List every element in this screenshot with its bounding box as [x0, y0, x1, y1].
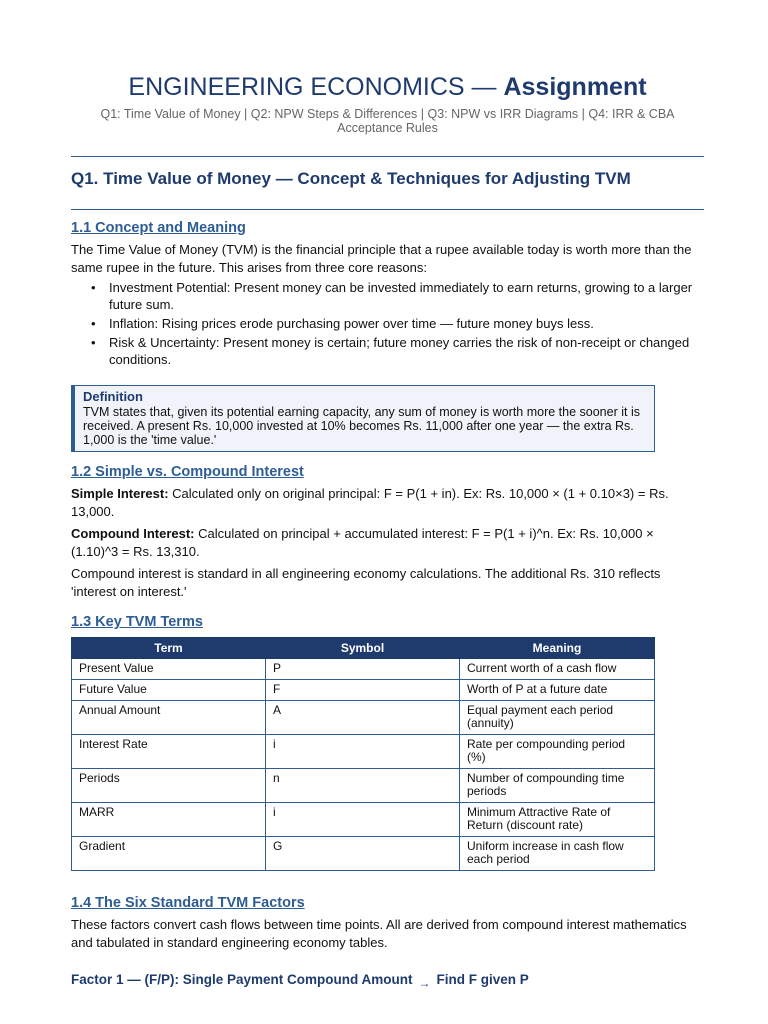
simple-interest-label: Simple Interest:	[71, 486, 169, 501]
table-cell: Equal payment each period (annuity)	[460, 701, 655, 735]
section-1-4-heading: 1.4 The Six Standard TVM Factors	[71, 895, 305, 911]
document-title	[71, 72, 704, 102]
compound-interest-paragraph	[71, 525, 704, 561]
divider-q1	[71, 209, 704, 210]
table-row	[72, 680, 655, 701]
list-item: • Investment Potential: Present money can be invested immediately to earn returns, growing to a larger future sum.	[109, 279, 704, 313]
table-cell: Future Value	[72, 680, 266, 701]
document-page	[71, 0, 704, 989]
table-cell: Uniform increase in cash flow each period	[460, 837, 655, 871]
table-cell: Current worth of a cash flow	[460, 659, 655, 680]
column-header-symbol: Symbol	[266, 638, 460, 659]
table-row	[72, 659, 655, 680]
compound-interest-text: Calculated on principal + accumulated interest: F = P(1 + i)^n. Ex: Rs. 10,000 × (1.10)^3 = Rs. 13,310.	[71, 526, 654, 559]
table-cell: n	[266, 769, 460, 803]
list-item: • Inflation: Rising prices erode purchasing power over time — future money buys less.	[109, 315, 704, 332]
table-cell: i	[266, 803, 460, 837]
section-1-1-heading: 1.1 Concept and Meaning	[71, 220, 246, 236]
title-prefix: ENGINEERING ECONOMICS —	[128, 73, 497, 101]
factor-1-title: Factor 1 — (F/P): Single Payment Compound Amount	[71, 972, 413, 987]
table-cell: Annual Amount	[72, 701, 266, 735]
table-cell: Interest Rate	[72, 735, 266, 769]
list-item: • Risk & Uncertainty: Present money is certain; future money carries the risk of non-receipt or changed conditions.	[109, 334, 704, 368]
table-cell: i	[266, 735, 460, 769]
simple-interest-text: Calculated only on original principal: F = P(1 + in). Ex: Rs. 10,000 × (1 + 0.10×3) = Rs. 13,000.	[71, 486, 669, 519]
tvm-terms-table	[71, 637, 655, 871]
table-cell: Rate per compounding period (%)	[460, 735, 655, 769]
table-row	[72, 735, 655, 769]
definition-title: Definition	[83, 389, 143, 404]
table-cell: Present Value	[72, 659, 266, 680]
table-row	[72, 837, 655, 871]
table-cell: A	[266, 701, 460, 735]
section-1-3-heading: 1.3 Key TVM Terms	[71, 614, 203, 630]
definition-box	[71, 385, 655, 452]
table-cell: Gradient	[72, 837, 266, 871]
compound-interest-note: Compound interest is standard in all engineering economy calculations. The additional Rs. 310 reflects 'interest on interest.'	[71, 566, 661, 599]
tvm-reasons-list	[71, 279, 704, 368]
column-header-term: Term	[72, 638, 266, 659]
table-cell: F	[266, 680, 460, 701]
definition-text: TVM states that, given its potential earning capacity, any sum of money is worth more the sooner it is received. A present Rs. 10,000 invested at 10% becomes Rs. 11,000 after one year — the extra Rs. 1,000 is the 'time value.'	[83, 405, 640, 447]
right-arrow-icon: →	[418, 976, 431, 990]
section-1-4-intro: These factors convert cash flows between time points. All are derived from compound interest mathematics and tabulated in standard engineering economy tables.	[71, 917, 687, 950]
title-suffix: Assignment	[503, 73, 647, 101]
table-row	[72, 701, 655, 735]
table-cell: P	[266, 659, 460, 680]
section-1-2-heading: 1.2 Simple vs. Compound Interest	[71, 464, 304, 480]
table-cell: Minimum Attractive Rate of Return (discount rate)	[460, 803, 655, 837]
section-1-1-intro: The Time Value of Money (TVM) is the financial principle that a rupee available today is worth more than the same rupee in the future. This arises from three core reasons:	[71, 242, 692, 275]
document-subtitle: Q1: Time Value of Money | Q2: NPW Steps & Differences | Q3: NPW vs IRR Diagrams | Q4: IRR & CBA Acceptance Rules	[100, 107, 675, 135]
table-cell: Periods	[72, 769, 266, 803]
table-row	[72, 803, 655, 837]
simple-interest-paragraph	[71, 485, 704, 521]
q1-heading: Q1. Time Value of Money — Concept & Techniques for Adjusting TVM	[71, 169, 631, 188]
column-header-meaning: Meaning	[460, 638, 655, 659]
compound-interest-label: Compound Interest:	[71, 526, 195, 541]
table-cell: MARR	[72, 803, 266, 837]
table-cell: Number of compounding time periods	[460, 769, 655, 803]
table-cell: Worth of P at a future date	[460, 680, 655, 701]
table-cell: G	[266, 837, 460, 871]
factor-1-goal: Find F given P	[436, 972, 529, 987]
table-header-row	[72, 638, 655, 659]
divider-top	[71, 156, 704, 157]
factor-1-heading	[71, 971, 704, 989]
table-row	[72, 769, 655, 803]
